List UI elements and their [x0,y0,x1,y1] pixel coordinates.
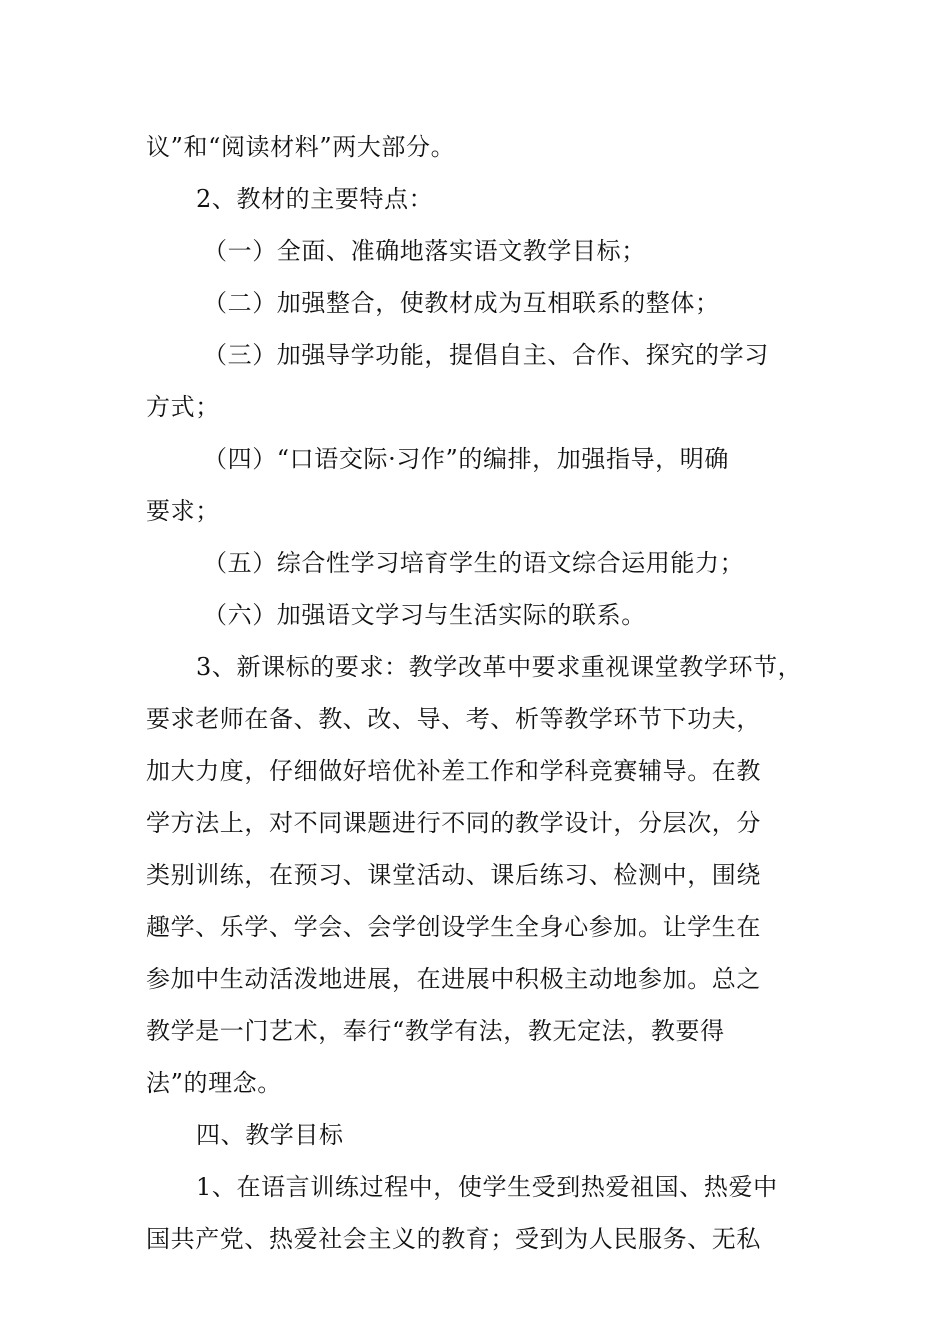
list-item: （二）加强整合，使教材成为互相联系的整体； [203,289,720,317]
text-line: 趣学、乐学、学会、会学创设学生全身心参加。让学生在 [146,913,761,941]
paragraph-start: 3、新课标的要求：教学改革中要求重视课堂教学环节， [196,653,803,681]
text-line: 要求老师在备、教、改、导、考、析等教学环节下功夫， [146,705,761,733]
list-item: （一）全面、准确地落实语文教学目标； [203,237,646,265]
text-line: 学方法上，对不同课题进行不同的教学设计，分层次，分 [146,809,761,837]
text-line: 议”和“阅读材料”两大部分。 [146,133,456,161]
text-line: 国共产党、热爱社会主义的教育；受到为人民服务、无私 [146,1225,761,1253]
list-item: （三）加强导学功能，提倡自主、合作、探究的学习 [203,341,769,369]
list-item: （五）综合性学习培育学生的语文综合运用能力； [203,549,745,577]
section-heading: 2、教材的主要特点： [196,185,434,213]
text-line: 参加中生动活泼地进展，在进展中积极主动地参加。总之 [146,965,761,993]
text-line: 加大力度，仔细做好培优补差工作和学科竞赛辅导。在教 [146,757,761,785]
list-item: （四）“口语交际·习作”的编排，加强指导，明确 [203,445,729,473]
text-line: 类别训练，在预习、课堂活动、课后练习、检测中，围绕 [146,861,761,889]
list-item: （六）加强语文学习与生活实际的联系。 [203,601,646,629]
text-line: 要求； [146,497,220,525]
paragraph-start: 1、在语言训练过程中，使学生受到热爱祖国、热爱中 [196,1173,778,1201]
text-line: 法”的理念。 [146,1069,282,1097]
section-heading: 四、教学目标 [196,1121,344,1149]
text-line: 方式； [146,393,220,421]
text-line: 教学是一门艺术，奉行“教学有法，教无定法，教要得 [146,1017,725,1045]
